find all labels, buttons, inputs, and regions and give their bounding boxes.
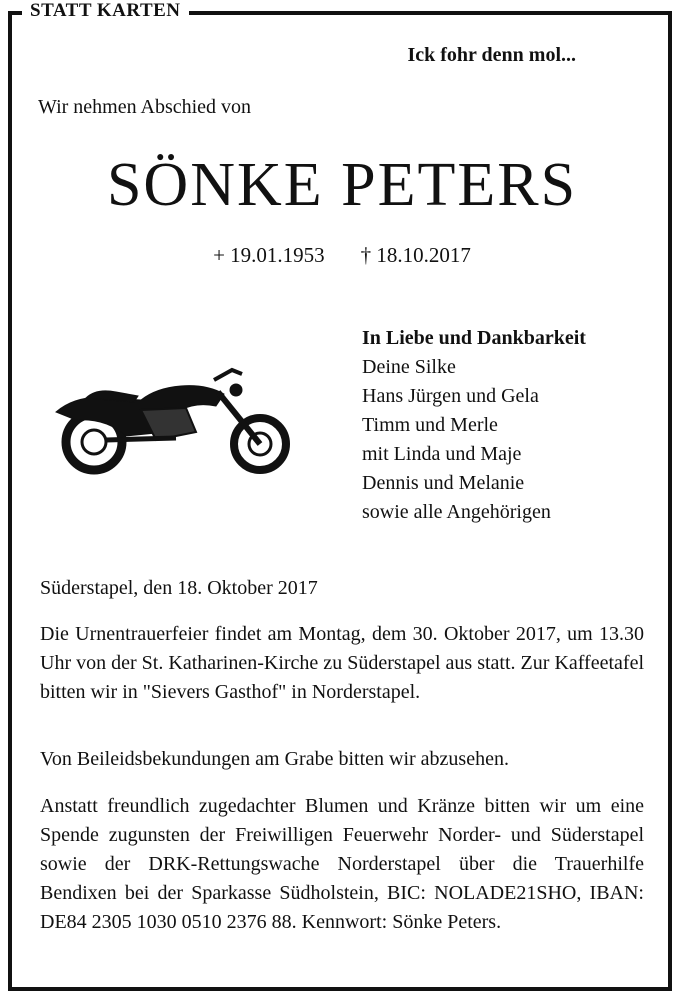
signer-name: Dennis und Melanie	[362, 472, 525, 494]
birth-date: + 19.01.1953	[213, 243, 325, 267]
intro-text: Wir nehmen Abschied von	[38, 96, 252, 118]
motorcycle-icon	[46, 340, 304, 480]
signer-name: Timm und Merle	[362, 414, 498, 436]
condolence-paragraph: Von Beileidsbekundungen am Grabe bitten wir abzusehen.	[40, 748, 509, 770]
signer-name: sowie alle Angehörigen	[362, 501, 551, 523]
signers-heading: In Liebe und Dankbarkeit	[362, 327, 586, 349]
deceased-name: SÖNKE PETERS	[106, 151, 578, 219]
statt-karten-label: STATT KARTEN	[22, 0, 189, 22]
signers-block	[362, 324, 586, 527]
donation-paragraph: Anstatt freundlich zugedachter Blumen und Kränze bitten wir um eine Spende zugunsten der Freiwilligen Feuerwehr Norder- und Süderstapel sowie der DRK-Rettungswache Norderstapel über die Trauerhilfe Bendixen bei der Sparkasse Südholstein, BIC: NOLADE21SHO, IBAN: DE84 2305 1030 0510 2376 88. Kennwort: Sönke Peters.	[40, 795, 644, 933]
death-date: † 18.10.2017	[360, 243, 471, 267]
motto: Ick fohr denn mol...	[407, 44, 576, 66]
signer-name: mit Linda und Maje	[362, 443, 522, 465]
signer-name: Deine Silke	[362, 356, 456, 378]
life-dates	[0, 243, 684, 268]
ceremony-paragraph: Die Urnentrauerfeier findet am Montag, dem 30. Oktober 2017, um 13.30 Uhr von der St. Katharinen-Kirche zu Süderstapel aus statt. Zur Kaffeetafel bitten wir in "Sievers Gasthof" in Norderstapel.	[40, 623, 644, 703]
place-date: Süderstapel, den 18. Oktober 2017	[40, 577, 318, 599]
signer-name: Hans Jürgen und Gela	[362, 385, 539, 407]
